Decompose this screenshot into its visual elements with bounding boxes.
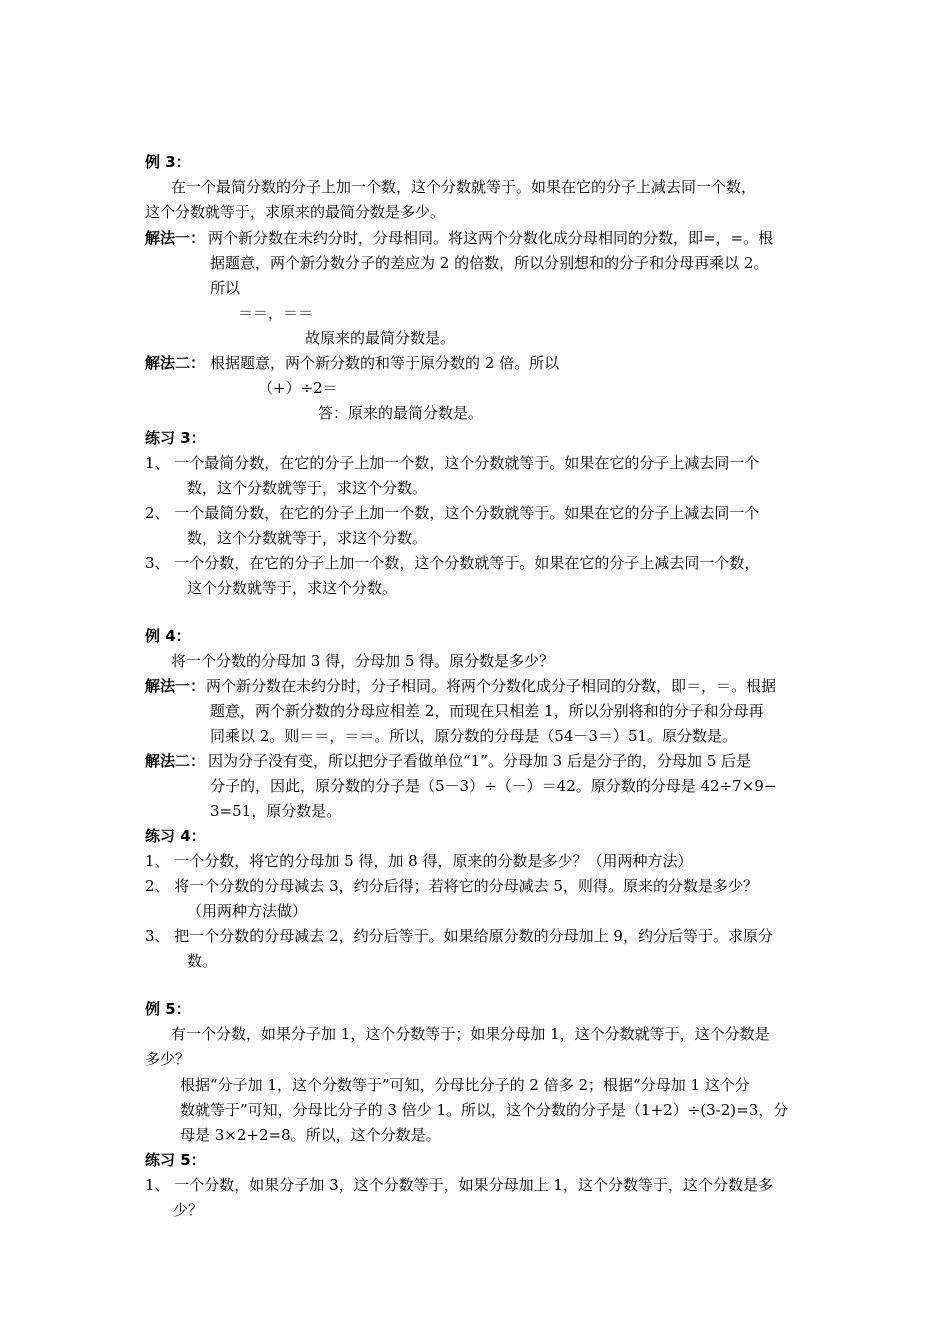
example-3-method-1-equation: ＝＝，＝＝ — [238, 304, 314, 322]
example-5-problem-line-2: 多少？ — [145, 1050, 191, 1068]
practice-4-item-3-line-2: 数。 — [187, 952, 218, 970]
example-3-method-1-answer: 故原来的最简分数是。 — [305, 329, 456, 347]
practice-4-item-2-line-1: 2、 将一个分数的分母减去 3，约分后得；若将它的分母减去 5，则得。原来的分数是多少？ — [145, 877, 758, 895]
example-3-method-2-line-1: 根据题意，两个新分数的和等于原分数的 2 倍。所以 — [210, 354, 560, 372]
practice-3-item-2-line-1: 2、 一个最简分数，在它的分子上加一个数，这个分数就等于。如果在它的分子上减去同一个 — [145, 504, 760, 522]
practice-5-title: 练习 5： — [145, 1151, 206, 1169]
example-4-method-2-line-2: 分子的，因此，原分数的分子是（5－3）÷（－）＝42。原分数的分母是 42÷7×9− — [210, 777, 777, 795]
example-3-method-1-label: 解法一： — [145, 229, 206, 247]
example-3-method-2-label: 解法二： — [145, 354, 206, 372]
example-4-problem: 将一个分数的分母加 3 得，分母加 5 得。原分数是多少？ — [171, 652, 555, 670]
example-5-solution-line-1: 根据“分子加 1，这个分数等于”可知，分母比分子的 2 倍多 2；根据“分母加 1 这个分 — [180, 1076, 750, 1094]
practice-3-item-2-line-2: 数，这个分数就等于，求这个分数。 — [187, 529, 428, 547]
example-3-method-1-line-1: 两个新分数在未约分时，分母相同。将这两个分数化成分母相同的分数，即=，=。根 — [208, 229, 774, 247]
example-5-solution-line-3: 母是 3×2+2=8。所以，这个分数是。 — [180, 1126, 441, 1144]
example-3-problem-line-1: 在一个最简分数的分子上加一个数，这个分数就等于。如果在它的分子上减去同一个数， — [171, 178, 757, 196]
practice-3-title: 练习 3： — [145, 429, 206, 447]
example-3-problem-line-2: 这个分数就等于，求原来的最简分数是多少。 — [145, 203, 446, 221]
practice-4-title: 练习 4： — [145, 827, 206, 845]
example-4-title: 例 4： — [145, 627, 191, 645]
example-4-method-1-label: 解法一： — [145, 677, 206, 695]
example-4-method-2-line-3: 3=51，原分数是。 — [210, 802, 342, 820]
example-4-method-2-label: 解法二： — [145, 752, 206, 770]
practice-3-item-1-line-1: 1、 一个最简分数，在它的分子上加一个数，这个分数就等于。如果在它的分子上减去同一个 — [145, 454, 760, 472]
example-4-method-1-line-2: 题意，两个新分数的分母应相差 2，而现在只相差 1，所以分别将和的分子和分母再 — [210, 702, 764, 720]
example-4-method-1-line-3: 同乘以 2。则＝＝，＝＝。所以，原分数的分母是（54－3＝）51。原分数是。 — [210, 727, 738, 745]
practice-4-item-2-line-2: （用两种方法做） — [187, 902, 308, 920]
example-3-method-2-answer: 答：原来的最简分数是。 — [318, 404, 484, 422]
practice-5-item-1-line-2: 少？ — [173, 1201, 204, 1219]
practice-4-item-3-line-1: 3、 把一个分数的分母减去 2，约分后等于。如果给原分数的分母加上 9，约分后等于。求原分 — [145, 927, 773, 945]
example-5-title: 例 5： — [145, 1000, 191, 1018]
practice-3-item-3-line-1: 3、 一个分数，在它的分子上加一个数，这个分数就等于。如果在它的分子上减去同一个数， — [145, 554, 760, 572]
example-5-solution-line-2: 数就等于”可知，分母比分子的 3 倍少 1。所以，这个分数的分子是（1+2）÷(3-2)=3，分 — [180, 1101, 789, 1119]
practice-3-item-3-line-2: 这个分数就等于，求这个分数。 — [187, 579, 398, 597]
practice-4-item-1: 1、 一个分数，将它的分母加 5 得，加 8 得，原来的分数是多少？（用两种方法） — [145, 852, 693, 870]
example-4-method-1-line-1: 两个新分数在未约分时，分子相同。将两个分数化成分子相同的分数，即＝，＝。根据 — [206, 677, 777, 695]
example-3-method-1-line-3: 所以 — [210, 279, 241, 297]
example-3-title: 例 3： — [145, 153, 191, 171]
practice-5-item-1-line-1: 1、 一个分数，如果分子加 3，这个分数等于，如果分母加上 1，这个分数等于，这个分数是多 — [145, 1176, 773, 1194]
example-3-method-2-equation: （+）÷2＝ — [258, 379, 338, 397]
example-4-method-2-line-1: 因为分子没有变，所以把分子看做单位“1”。分母加 3 后是分子的，分母加 5 后是 — [208, 752, 752, 770]
example-5-problem-line-1: 有一个分数，如果分子加 1，这个分数等于；如果分母加 1，这个分数就等于，这个分数是 — [171, 1025, 770, 1043]
example-3-method-1-line-2: 据题意，两个新分数分子的差应为 2 的倍数，所以分别想和的分子和分母再乘以 2。 — [210, 254, 769, 272]
practice-3-item-1-line-2: 数，这个分数就等于，求这个分数。 — [187, 479, 428, 497]
